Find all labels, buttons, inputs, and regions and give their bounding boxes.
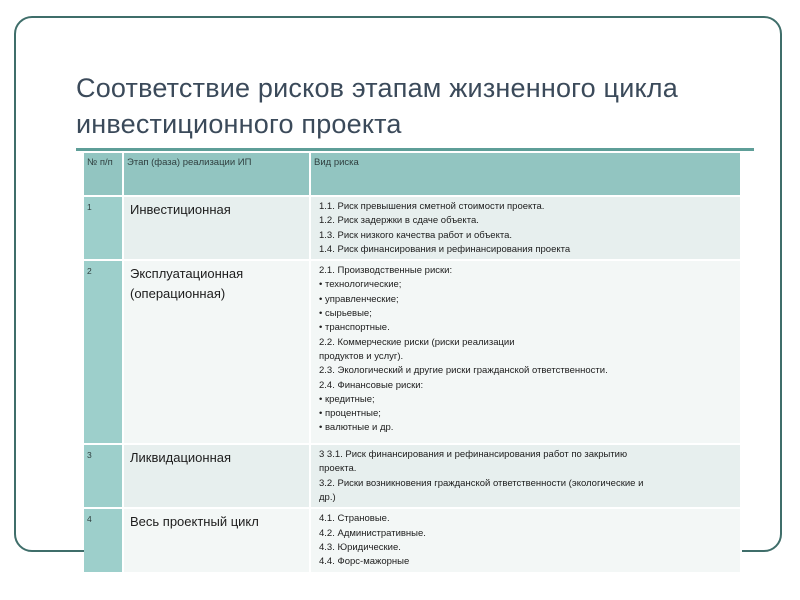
row-number: 2	[84, 261, 124, 445]
slide-title	[76, 70, 756, 142]
row-risks	[311, 261, 742, 445]
risk-item: 2.3. Экологический и другие риски гражданской ответственности.	[319, 365, 608, 377]
risk-table	[84, 153, 742, 574]
risk-item: продуктов и услуг).	[319, 350, 404, 362]
table-row	[84, 509, 742, 573]
risk-item: • процентные;	[319, 408, 381, 420]
risk-item: 2.2. Коммерческие риски (риски реализации	[319, 336, 515, 348]
header-stage: Этап (фаза) реализации ИП	[124, 153, 311, 197]
risk-item: • валютные и др.	[319, 422, 394, 434]
row-number: 3	[84, 445, 124, 509]
risk-item: 4.1. Страновые.	[319, 513, 390, 525]
risk-item: 3.2. Риски возникновения гражданской ответственности (экологические и	[319, 477, 644, 489]
header-risk: Вид риска	[311, 153, 742, 197]
row-stage: Весь проектный цикл	[124, 509, 311, 573]
row-number: 4	[84, 509, 124, 573]
table-row	[84, 445, 742, 509]
risk-item: 4.4. Форс-мажорные	[319, 556, 410, 568]
table-body	[84, 197, 742, 574]
table-row	[84, 261, 742, 445]
row-risks	[311, 445, 742, 509]
risk-item: 1.1. Риск превышения сметной стоимости проекта.	[319, 201, 545, 212]
risk-item: • транспортные.	[319, 322, 390, 334]
risk-item: • управленческие;	[319, 293, 399, 305]
table-header-row	[84, 153, 742, 197]
risk-item: 2.4. Финансовые риски:	[319, 379, 424, 391]
row-risks	[311, 509, 742, 573]
row-stage: Инвестиционная	[124, 197, 311, 261]
risk-item: др.)	[319, 492, 336, 504]
risk-item: 1.2. Риск задержки в сдаче объекта.	[319, 215, 479, 227]
risk-item: • технологические;	[319, 279, 402, 291]
row-stage: Ликвидационная	[124, 445, 311, 509]
slide-title-line-2: инвестиционного проекта	[76, 109, 402, 139]
row-number: 1	[84, 197, 124, 261]
risk-item: • кредитные;	[319, 393, 375, 405]
risk-item: 1.3. Риск низкого качества работ и объекта.	[319, 229, 513, 241]
risk-item: 4.3. Юридические.	[319, 541, 401, 553]
risk-item: 2.1. Производственные риски:	[319, 265, 453, 277]
risk-item: 4.2. Административные.	[319, 527, 426, 539]
risk-item: 3 3.1. Риск финансирования и рефинансирования работ по закрытию	[319, 449, 628, 461]
risk-item: проекта.	[319, 463, 357, 475]
risk-item: • сырьевые;	[319, 308, 372, 320]
title-underline	[76, 148, 754, 151]
row-stage: Эксплуатационная (операционная)	[124, 261, 311, 445]
table-row	[84, 197, 742, 261]
row-risks	[311, 197, 742, 261]
header-num: № п/п	[84, 153, 124, 197]
slide-title-line-1: Соответствие рисков этапам жизненного цикла	[76, 73, 678, 103]
risk-item: 1.4. Риск финансирования и рефинансирования проекта	[319, 243, 571, 255]
